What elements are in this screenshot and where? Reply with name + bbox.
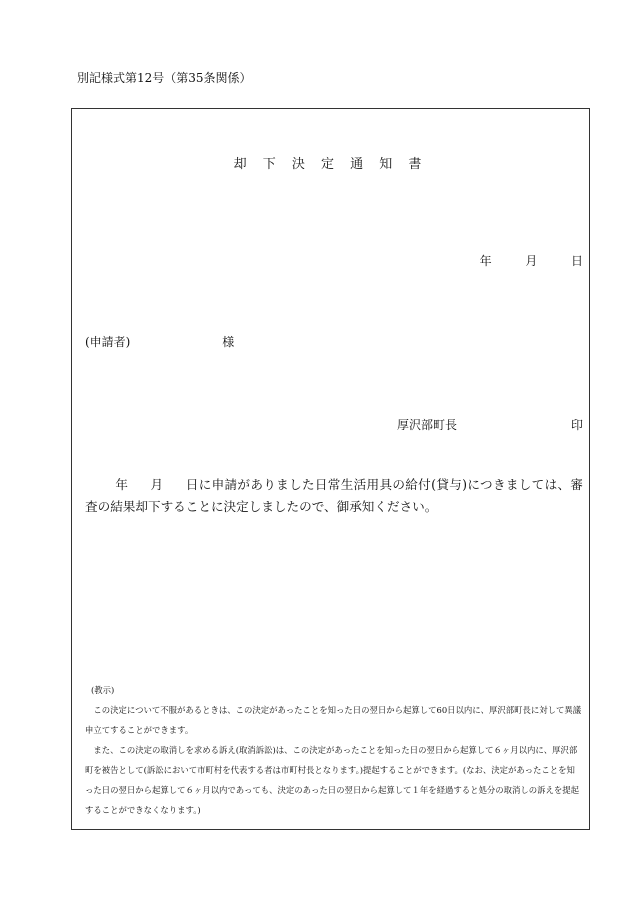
notice-paragraph-2: また、この決定の取消しを求める訴え(取消訴訟)は、この決定があったことを知った日の翌日から起算して６ヶ月以内に、厚沢部町を被告として(訴訟において市町村を代表する者は市町村長となります。)提起することができます。(なお、決定があったことを知った日の翌日から起算して６ヶ月以内であっても、決定のあった日の翌日から起算して１年を経過すると処分の取消しの訴えを提起することができなくなります。) [85,745,579,815]
instruction-notice [85,680,583,820]
notice-frame [71,108,590,830]
date-day: 日 [570,254,583,268]
notice-paragraph-1: この決定について不服があるときは、この決定があったことを知った日の翌日から起算して60日以内に、厚沢部町長に対して異議申立てすることができます。 [85,705,582,735]
document-title: 却 下 決 定 通 知 書 [233,157,428,172]
decision-body [85,474,583,518]
date-year: 年 [479,254,492,268]
body-month: 月 [150,477,164,492]
date-line [480,252,583,269]
notice-heading: (教示) [91,685,115,695]
form-number: 別記様式第12号（第35条関係） [77,71,252,85]
seal-mark: 印 [570,418,583,432]
applicant-honorific: 様 [222,335,235,349]
body-year: 年 [115,477,129,492]
date-month: 月 [525,254,538,268]
body-text: 日に申請がありました日常生活用具の給付(貸与)につきましては、審査の結果却下することに決定しましたので、御承知ください。 [85,477,584,514]
mayor-title: 厚沢部町長 [397,418,458,432]
applicant-label: (申請者) [85,335,131,349]
applicant-line [85,333,234,350]
